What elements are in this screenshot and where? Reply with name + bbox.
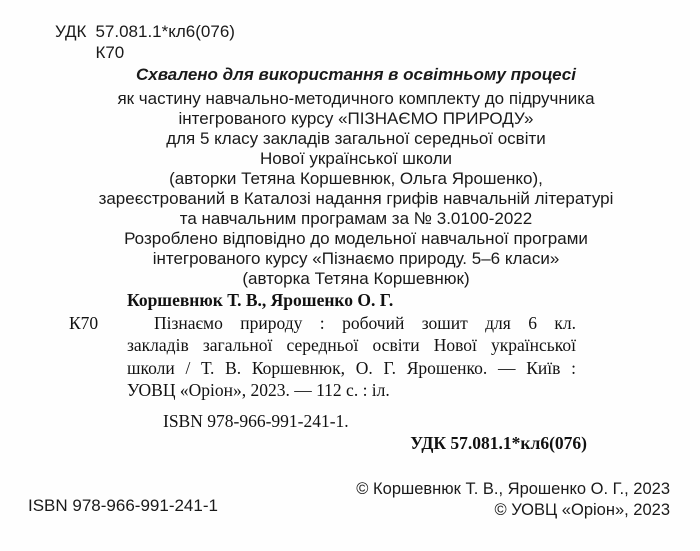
- udc-label: УДК: [55, 22, 87, 41]
- isbn-record: ISBN 978-966-991-241-1.: [163, 411, 349, 431]
- footer-isbn: ISBN 978-966-991-241-1: [28, 496, 218, 515]
- copyright-publisher: © УОВЦ «Оріон», 2023: [494, 500, 670, 519]
- bibliography-line: УОВЦ «Оріон», 2023. — 112 с. : іл.: [127, 380, 390, 400]
- approval-line: інтегрованого курсу «ПІЗНАЄМО ПРИРОДУ»: [178, 109, 534, 128]
- catalog-code-margin: К70: [69, 312, 99, 333]
- bibliography-line: школи / Т. В. Коршевнюк, О. Г. Ярошенко. — Київ :: [127, 357, 576, 378]
- udc-codes: [95, 21, 234, 63]
- bibliography-line: Пізнаємо природу : робочий зошит для 6 кл.: [154, 312, 576, 333]
- copyright-block: [356, 479, 670, 520]
- approval-line: та навчальним програмам за № 3.0100-2022: [179, 209, 533, 228]
- approval-line: інтегрованого курсу «Пізнаємо природу. 5–6 класи»: [152, 249, 560, 268]
- copyright-authors: © Коршевнюк Т. В., Ярошенко О. Г., 2023: [356, 480, 670, 498]
- approval-line: Розроблено відповідно до модельної навчальної програми: [124, 229, 588, 248]
- bibliography-line: закладів загальної середньої освіти Нової української: [127, 335, 576, 355]
- approval-line: для 5 класу закладів загальної середньої освіти: [166, 129, 546, 148]
- approval-line: зареєстрований в Каталозі надання грифів навчальній літературі: [98, 189, 614, 208]
- approval-statement: [16, 65, 696, 289]
- approval-title: Схвалено для використання в освітньому процесі: [136, 65, 576, 84]
- udc-code: 57.081.1*кл6(076): [95, 22, 235, 41]
- approval-line: як частину навчально-методичного комплекту до підручника: [117, 89, 595, 108]
- approval-line: (авторки Тетяна Коршевнюк, Ольга Ярошенко),: [169, 169, 543, 188]
- approval-line: (авторка Тетяна Коршевнюк): [242, 269, 470, 288]
- bibliography-authors: Коршевнюк Т. В., Ярошенко О. Г.: [127, 290, 394, 310]
- approval-line: Нової української школи: [259, 149, 453, 168]
- bibliographic-record: [69, 289, 576, 402]
- udc-record: УДК 57.081.1*кл6(076): [410, 433, 587, 453]
- udc-classification: [55, 21, 235, 63]
- catalog-code: К70: [95, 43, 125, 62]
